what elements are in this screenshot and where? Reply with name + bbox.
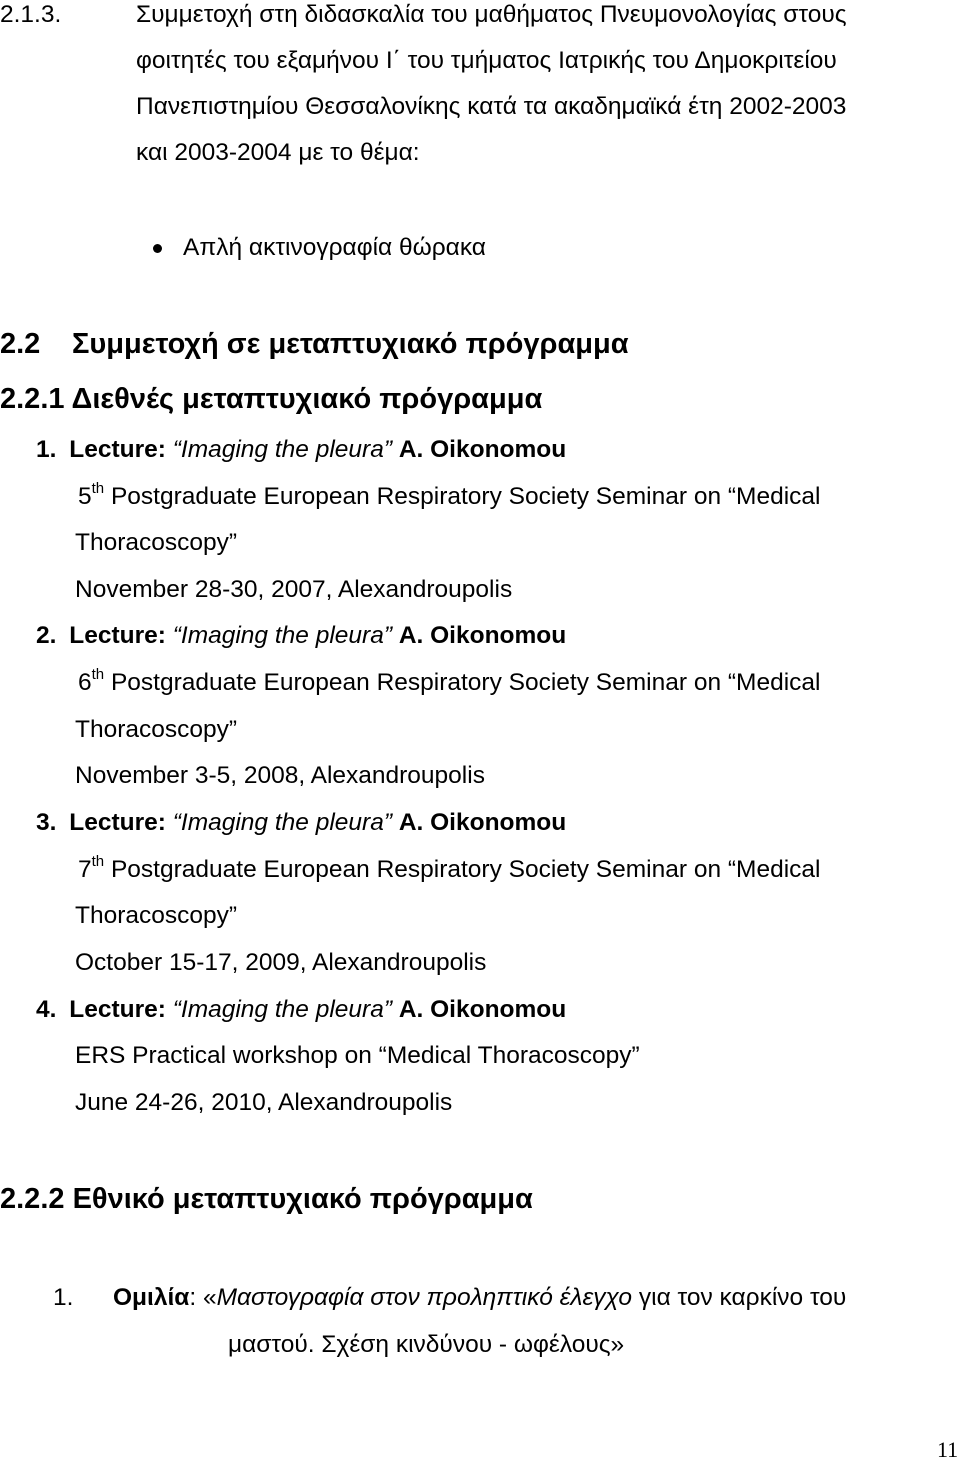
section-heading-2-2-2 [0,1182,533,1216]
section-number: 2.1.3. [0,1,62,28]
paragraph-line: Συμμετοχή στη διδασκαλία του μαθήματος Πνευμονολογίας στους [136,1,847,28]
seminar-title: Postgraduate European Respiratory Society Seminar on “Medical [110,856,821,883]
lecture-date: November 3-5, 2008, Alexandroupolis [75,762,485,789]
talk-separator: : « [189,1284,217,1311]
lecture-topic: “Imaging the pleura” [172,809,392,836]
item-number: 3. [36,809,57,836]
paragraph-line: φοιτητές του εξαμήνου Ι΄ του τμήματος Ιατρικής του Δημοκριτείου [136,47,837,74]
lecture-item-1 [36,435,566,465]
talk-item [113,1283,846,1313]
lecture-label: Lecture: [69,622,166,649]
seminar-title: Postgraduate European Respiratory Society Seminar on “Medical [110,669,821,696]
talk-line-2: μαστού. Σχέση κινδύνου - ωφέλους» [228,1331,625,1358]
item-number: 1. [36,436,57,463]
lecture-item-2 [36,621,566,651]
lecture-author: A. Oikonomou [398,622,567,649]
seminar-line-2: Thoracoscopy” [75,902,238,929]
item-number: 4. [36,996,57,1023]
ordinal-suffix: th [91,666,105,683]
paragraph-line: και 2003-2004 με το θέμα: [136,139,420,166]
section-2-1-3 [0,0,61,30]
heading-number: 2.2.2 [0,1183,65,1215]
heading-title: Εθνικό μεταπτυχιακό πρόγραμμα [72,1183,533,1215]
lecture-item-4 [36,995,566,1025]
lecture-label: Lecture: [69,809,166,836]
lecture-topic: “Imaging the pleura” [172,996,392,1023]
heading-title: Συμμετοχή σε μεταπτυχιακό πρόγραμμα [72,328,629,360]
page-number: 11 [937,1437,959,1462]
talk-title: Μαστογραφία στον προληπτικό έλεγχο [216,1284,633,1311]
lecture-author: A. Oikonomou [398,809,567,836]
lecture-date: October 15-17, 2009, Alexandroupolis [75,949,487,976]
lecture-item-3 [36,808,566,838]
heading-number: 2.2.1 [0,383,65,415]
item-number: 2. [36,622,57,649]
bullet-item: Απλή ακτινογραφία θώρακα [183,234,486,261]
seminar-line-2: Thoracoscopy” [75,529,238,556]
lecture-date: June 24-26, 2010, Alexandroupolis [75,1089,453,1116]
heading-number: 2.2 [0,328,41,360]
section-heading-2-2-1 [0,382,542,416]
workshop-title: ERS Practical workshop on “Medical Thoracoscopy” [75,1042,640,1069]
lecture-topic: “Imaging the pleura” [172,622,392,649]
lecture-label: Lecture: [69,436,166,463]
lecture-label: Lecture: [69,996,166,1023]
ordinal: 7 [78,856,92,883]
seminar-line [78,855,820,885]
lecture-author: A. Oikonomou [398,436,567,463]
talk-number: 1. [53,1284,74,1311]
ordinal: 6 [78,669,92,696]
paragraph-line: Πανεπιστημίου Θεσσαλονίκης κατά τα ακαδημαϊκά έτη 2002-2003 [136,93,847,120]
seminar-line [78,668,820,698]
seminar-title: Postgraduate European Respiratory Society Seminar on “Medical [110,483,821,510]
talk-label: Ομιλία [113,1284,190,1311]
section-heading-2-2 [0,327,40,361]
talk-rest: για τον καρκίνο του [632,1284,847,1311]
heading-title: Διεθνές μεταπτυχιακό πρόγραμμα [71,383,543,415]
lecture-topic: “Imaging the pleura” [172,436,392,463]
lecture-date: November 28-30, 2007, Alexandroupolis [75,576,513,603]
bullet-icon [153,244,162,253]
ordinal-suffix: th [91,480,105,497]
lecture-author: A. Oikonomou [398,996,567,1023]
seminar-line-2: Thoracoscopy” [75,716,238,743]
ordinal: 5 [78,483,92,510]
ordinal-suffix: th [91,853,105,870]
seminar-line [78,482,820,512]
